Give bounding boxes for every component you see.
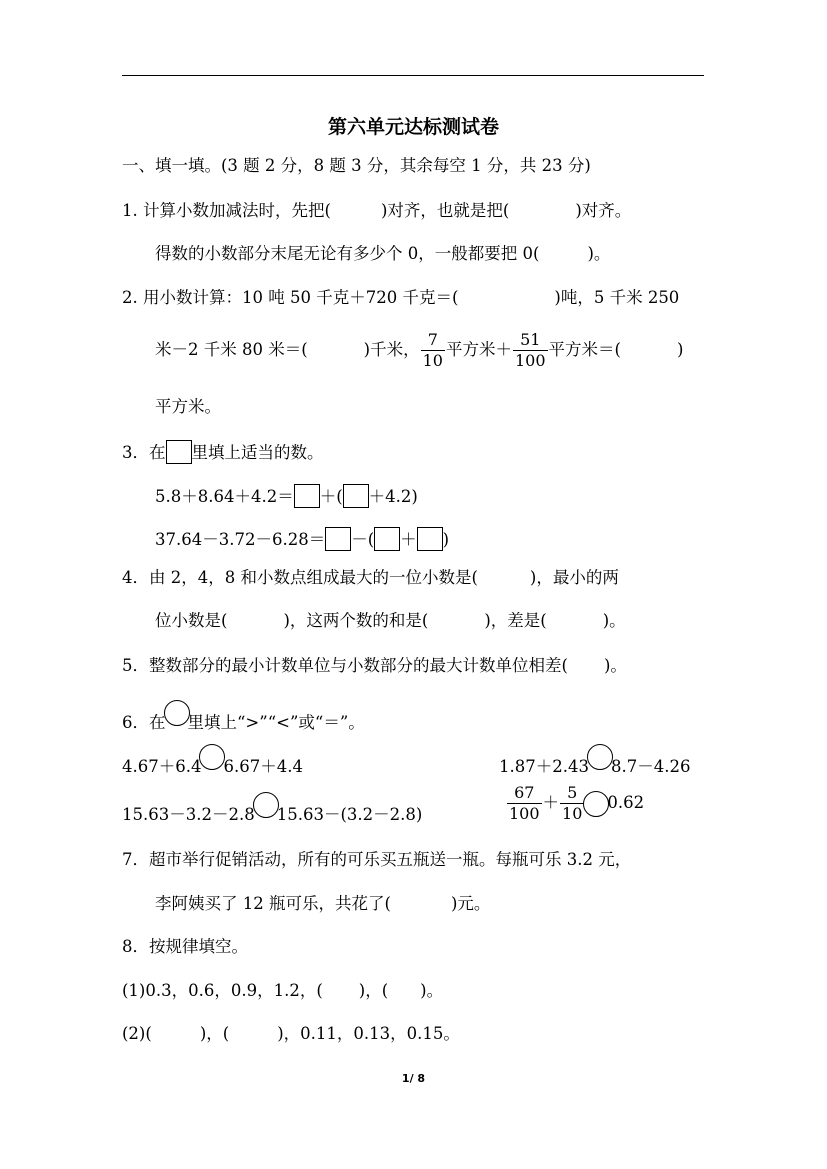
answer-box[interactable]	[325, 527, 351, 551]
q6-expr-left: 1.87＋2.43	[499, 757, 589, 776]
q2-text-g: 平方米＝(	[548, 340, 621, 359]
question-6-item-1	[122, 744, 303, 778]
q3-expr-a: 37.64－3.72－6.28＝	[155, 530, 326, 549]
q2-text-h: )	[676, 340, 684, 359]
section-heading: 一、填一填。(3 题 2 分，8 题 3 分，其余每空 1 分，共 23 分)	[122, 156, 591, 175]
fraction-7-10	[421, 330, 445, 371]
fraction-67-100	[507, 783, 542, 824]
q8-text-b: )，(	[199, 1024, 230, 1043]
q8-text-a: (2)(	[122, 1024, 152, 1043]
question-6-item-4	[506, 781, 644, 825]
question-8-heading: 8．按规律填空。	[122, 937, 248, 956]
q2-text-b: )吨，5 千米 250	[554, 288, 680, 307]
page-number: 1/ 8	[401, 1072, 426, 1085]
compare-circle[interactable]	[583, 791, 609, 817]
header-rule	[122, 75, 704, 76]
compare-circle[interactable]	[253, 792, 279, 818]
fraction-51-100	[513, 330, 548, 371]
compare-circle[interactable]	[164, 700, 190, 726]
q4-text-e: )，差是(	[484, 611, 547, 630]
q6-text-a: 6．在	[122, 713, 166, 732]
fraction-denominator: 10	[422, 351, 443, 370]
q5-text-b: )。	[603, 656, 627, 675]
page-title: 第六单元达标测试卷	[327, 116, 499, 138]
compare-circle[interactable]	[199, 744, 225, 770]
fraction-denominator: 10	[562, 804, 583, 823]
question-7-line-1: 7．超市举行促销活动，所有的可乐买五瓶送一瓶。每瓶可乐 3.2 元，	[122, 850, 632, 869]
q7-text-b: 李阿姨买了 12 瓶可乐，共花了(	[155, 894, 391, 913]
q4-text-a: 4．由 2，4，8 和小数点组成最大的一位小数是(	[122, 568, 478, 587]
q8-text-c: )。	[420, 981, 444, 1000]
q2-text-a: 2. 用小数计算：10 吨 50 千克＋720 千克＝(	[122, 288, 459, 307]
fraction-5-10	[560, 783, 584, 824]
q3-expr-b: －(	[351, 530, 375, 549]
question-1-line-1	[122, 200, 631, 222]
q3-text-a: 3．在	[122, 443, 166, 462]
q6-expr-right: 8.7－4.26	[610, 757, 691, 776]
q2-text-d: )千米，	[363, 340, 420, 359]
q1-text-b: )对齐，也就是把(	[380, 201, 510, 220]
q8-text-b: )，(	[358, 981, 389, 1000]
question-1-line-2	[155, 243, 610, 265]
plus-sign: ＋	[542, 793, 560, 812]
question-5	[122, 655, 627, 677]
fraction-denominator: 100	[509, 804, 540, 823]
fraction-numerator: 7	[427, 330, 438, 349]
answer-box[interactable]	[343, 484, 369, 508]
question-4-line-2	[155, 610, 626, 632]
fraction-numerator: 67	[514, 783, 535, 802]
q8-text-a: (1)0.3，0.6，0.9，1.2，(	[122, 981, 323, 1000]
question-3-row-1	[155, 484, 418, 508]
q3-expr-c: ＋	[400, 530, 417, 549]
question-7-line-2	[155, 893, 490, 915]
q3-expr-b: ＋(	[319, 487, 343, 506]
q4-text-f: )。	[602, 611, 626, 630]
q3-expr-d: )	[442, 530, 450, 549]
question-8-part-2	[122, 1023, 460, 1045]
q7-text-c: )元。	[450, 894, 491, 913]
answer-box[interactable]	[294, 484, 320, 508]
q6-expr-left: 4.67＋6.4	[122, 757, 202, 776]
answer-box[interactable]	[166, 440, 192, 464]
question-3-line-1	[122, 440, 324, 464]
question-6-line-1	[122, 700, 365, 734]
q6-expr-right: 0.62	[607, 793, 645, 812]
fraction-numerator: 5	[567, 783, 578, 802]
q2-text-e: 平方米＋	[445, 340, 512, 359]
question-4-line-1	[122, 567, 619, 589]
q4-text-d: )，这两个数的和是(	[283, 611, 429, 630]
q6-text-b: 里填上“>”“<”或“＝”。	[187, 713, 365, 732]
question-2-line-1	[122, 287, 679, 309]
question-2-line-2	[155, 328, 683, 372]
q6-expr-right: 6.67＋4.4	[223, 757, 303, 776]
q1-text-d: 得数的小数部分末尾无论有多少个 0，一般都要把 0(	[155, 244, 540, 263]
question-8-part-1	[122, 980, 443, 1002]
q8-text-c: )，0.11，0.13，0.15。	[277, 1024, 460, 1043]
answer-box[interactable]	[374, 527, 400, 551]
question-3-row-2	[155, 527, 449, 551]
q3-expr-c: ＋4.2)	[368, 487, 418, 506]
fraction-denominator: 100	[514, 351, 546, 370]
q2-text-c: 米－2 千米 80 米＝(	[155, 340, 308, 359]
question-6-item-3	[122, 792, 422, 826]
q6-expr-left: 15.63－3.2－2.8	[122, 805, 255, 824]
q6-expr-right: 15.63－(3.2－2.8)	[276, 805, 423, 824]
question-6-item-2	[499, 744, 690, 778]
question-2-line-3: 平方米。	[155, 397, 221, 416]
answer-box[interactable]	[417, 527, 443, 551]
q3-expr-a: 5.8＋8.64＋4.2＝	[155, 487, 294, 506]
q1-text-c: )对齐。	[575, 201, 632, 220]
q4-text-c: 位小数是(	[155, 611, 228, 630]
q4-text-b: )，最小的两	[529, 568, 619, 587]
q1-text-e: )。	[587, 244, 611, 263]
q1-text-a: 1. 计算小数加减法时，先把(	[122, 201, 331, 220]
compare-circle[interactable]	[587, 744, 613, 770]
fraction-numerator: 51	[520, 330, 541, 349]
q3-text-b: 里填上适当的数。	[191, 443, 324, 462]
q5-text-a: 5．整数部分的最小计数单位与小数部分的最大计数单位相差(	[122, 656, 568, 675]
